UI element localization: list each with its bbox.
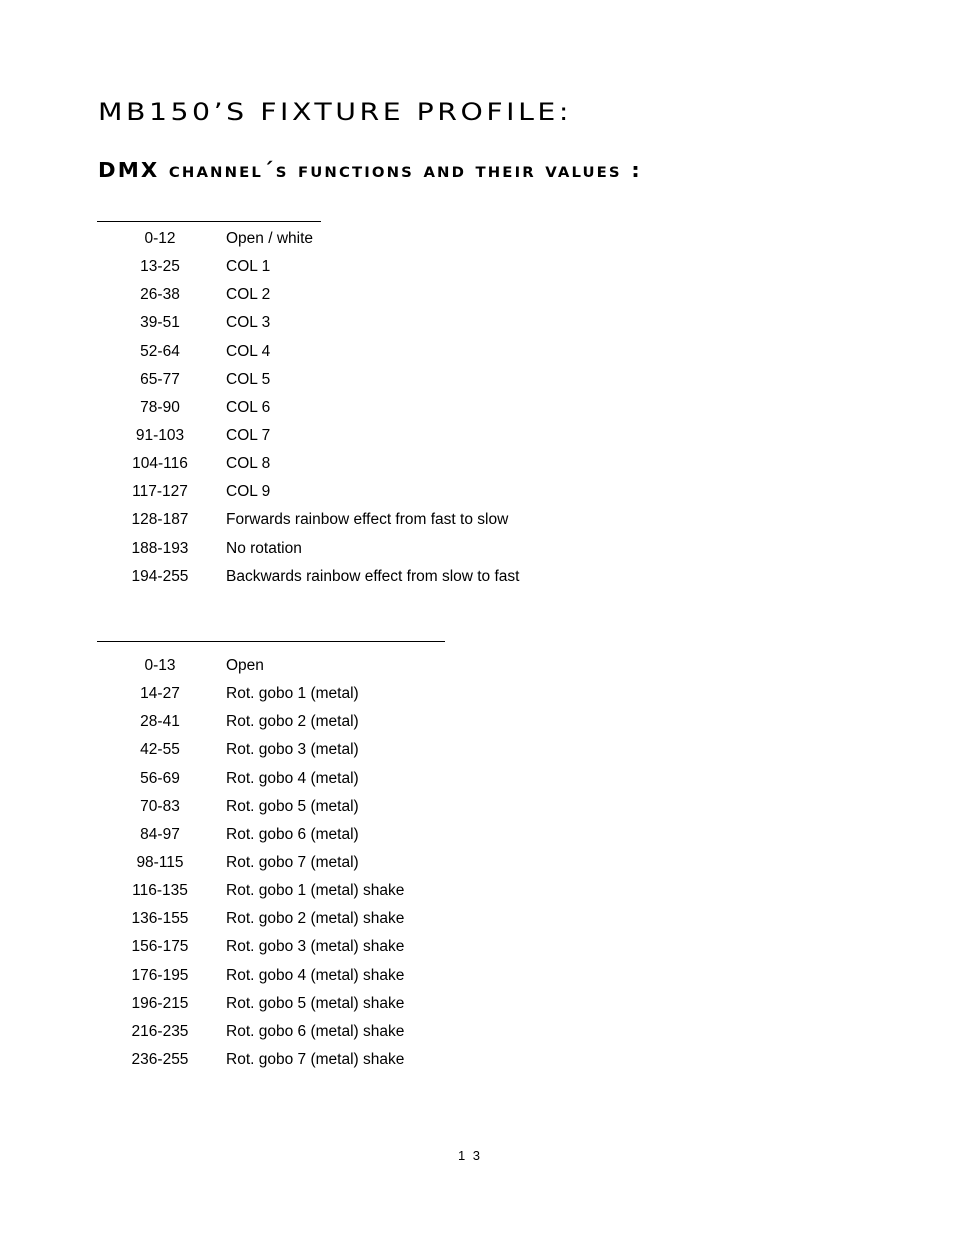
function-description: Rot. gobo 2 (metal) (226, 713, 359, 731)
dmx-value-range: 156-175 (131, 938, 189, 956)
function-description: COL 7 (226, 426, 271, 444)
function-description: Rot. gobo 4 (metal) (226, 769, 359, 787)
dmx-value-range: 0-13 (144, 657, 176, 674)
function-description: Backwards rainbow effect from slow to fast (226, 567, 520, 585)
color-wheel-table-rule (97, 221, 321, 222)
table-row (100, 825, 404, 853)
dmx-value-range: 84-97 (140, 825, 180, 843)
table-row (100, 482, 519, 510)
function-description: Rot. gobo 1 (metal) (226, 685, 359, 703)
table-row (100, 1050, 404, 1078)
function-description: COL 2 (226, 286, 271, 304)
dmx-value-range: 42-55 (140, 741, 180, 759)
table-row (100, 567, 519, 595)
function-description: Open / white (226, 230, 314, 247)
dmx-value-range: 28-41 (140, 713, 180, 731)
table-row (100, 257, 519, 285)
function-description: Open (226, 657, 264, 674)
table-row (100, 229, 519, 257)
table-row (100, 342, 519, 370)
function-description: Rot. gobo 3 (metal) shake (226, 938, 405, 956)
function-description: No rotation (226, 539, 302, 557)
dmx-value-range: 176-195 (131, 966, 189, 984)
dmx-value-range: 216-235 (131, 1022, 189, 1040)
dmx-value-range: 194-255 (131, 567, 189, 585)
function-description: COL 6 (226, 398, 271, 416)
page-title: MB150’S FIXTURE PROFILE: (98, 98, 572, 126)
table-row (100, 853, 404, 881)
table-row (100, 1022, 404, 1050)
section-subtitle: DMX channel´s functions and their values : (98, 158, 642, 182)
function-description: COL 5 (226, 370, 271, 388)
dmx-value-range: 52-64 (140, 342, 180, 360)
dmx-value-range: 196-215 (131, 994, 189, 1012)
table-row (100, 684, 404, 712)
dmx-value-range: 65-77 (140, 370, 180, 388)
table-row (100, 881, 404, 909)
function-description: Rot. gobo 2 (metal) shake (226, 910, 405, 928)
table-row (100, 769, 404, 797)
function-description: Rot. gobo 6 (metal) (226, 825, 359, 843)
table-row (100, 966, 404, 994)
table-row (100, 656, 404, 684)
table-row (100, 740, 404, 768)
table-row (100, 313, 519, 341)
function-description: COL 3 (226, 314, 271, 332)
table-row (100, 398, 519, 426)
table-row (100, 994, 404, 1022)
function-description: COL 1 (226, 258, 271, 276)
dmx-value-range: 116-135 (132, 882, 188, 900)
table-row (100, 370, 519, 398)
table-row (100, 454, 519, 482)
dmx-value-range: 128-187 (131, 511, 189, 529)
gobo-wheel-table (100, 656, 404, 1078)
dmx-value-range: 117-127 (132, 483, 188, 501)
dmx-value-range: 14-27 (140, 685, 180, 703)
table-row (100, 712, 404, 740)
function-description: Rot. gobo 4 (metal) shake (226, 966, 405, 984)
function-description: COL 9 (226, 483, 271, 501)
dmx-value-range: 39-51 (140, 314, 180, 332)
function-description: Rot. gobo 1 (metal) shake (226, 882, 405, 900)
dmx-value-range: 236-255 (131, 1050, 189, 1068)
gobo-wheel-table-rule (97, 641, 445, 642)
function-description: COL 8 (226, 455, 271, 473)
table-row (100, 909, 404, 937)
page-number: 1 3 (457, 1148, 483, 1163)
dmx-value-range: 78-90 (140, 398, 180, 416)
dmx-value-range: 91-103 (135, 426, 185, 444)
function-description: Rot. gobo 7 (metal) shake (226, 1050, 405, 1068)
dmx-value-range: 56-69 (140, 769, 180, 787)
function-description: Rot. gobo 7 (metal) (226, 853, 359, 871)
table-row (100, 937, 404, 965)
table-row (100, 285, 519, 313)
dmx-value-range: 188-193 (131, 539, 189, 557)
function-description: Rot. gobo 5 (metal) shake (226, 994, 405, 1012)
dmx-value-range: 26-38 (140, 286, 180, 304)
dmx-value-range: 0-12 (144, 230, 176, 247)
dmx-value-range: 13-25 (140, 258, 180, 276)
table-row (100, 426, 519, 454)
function-description: Rot. gobo 5 (metal) (226, 797, 359, 815)
dmx-value-range: 70-83 (140, 797, 180, 815)
function-description: COL 4 (226, 342, 271, 360)
table-row (100, 797, 404, 825)
function-description: Rot. gobo 6 (metal) shake (226, 1022, 405, 1040)
dmx-value-range: 104-116 (132, 455, 188, 473)
table-row (100, 510, 519, 538)
function-description: Rot. gobo 3 (metal) (226, 741, 359, 759)
dmx-value-range: 98-115 (136, 853, 184, 871)
dmx-value-range: 136-155 (131, 910, 189, 928)
color-wheel-table (100, 229, 519, 595)
table-row (100, 539, 519, 567)
function-description: Forwards rainbow effect from fast to slow (226, 511, 509, 529)
